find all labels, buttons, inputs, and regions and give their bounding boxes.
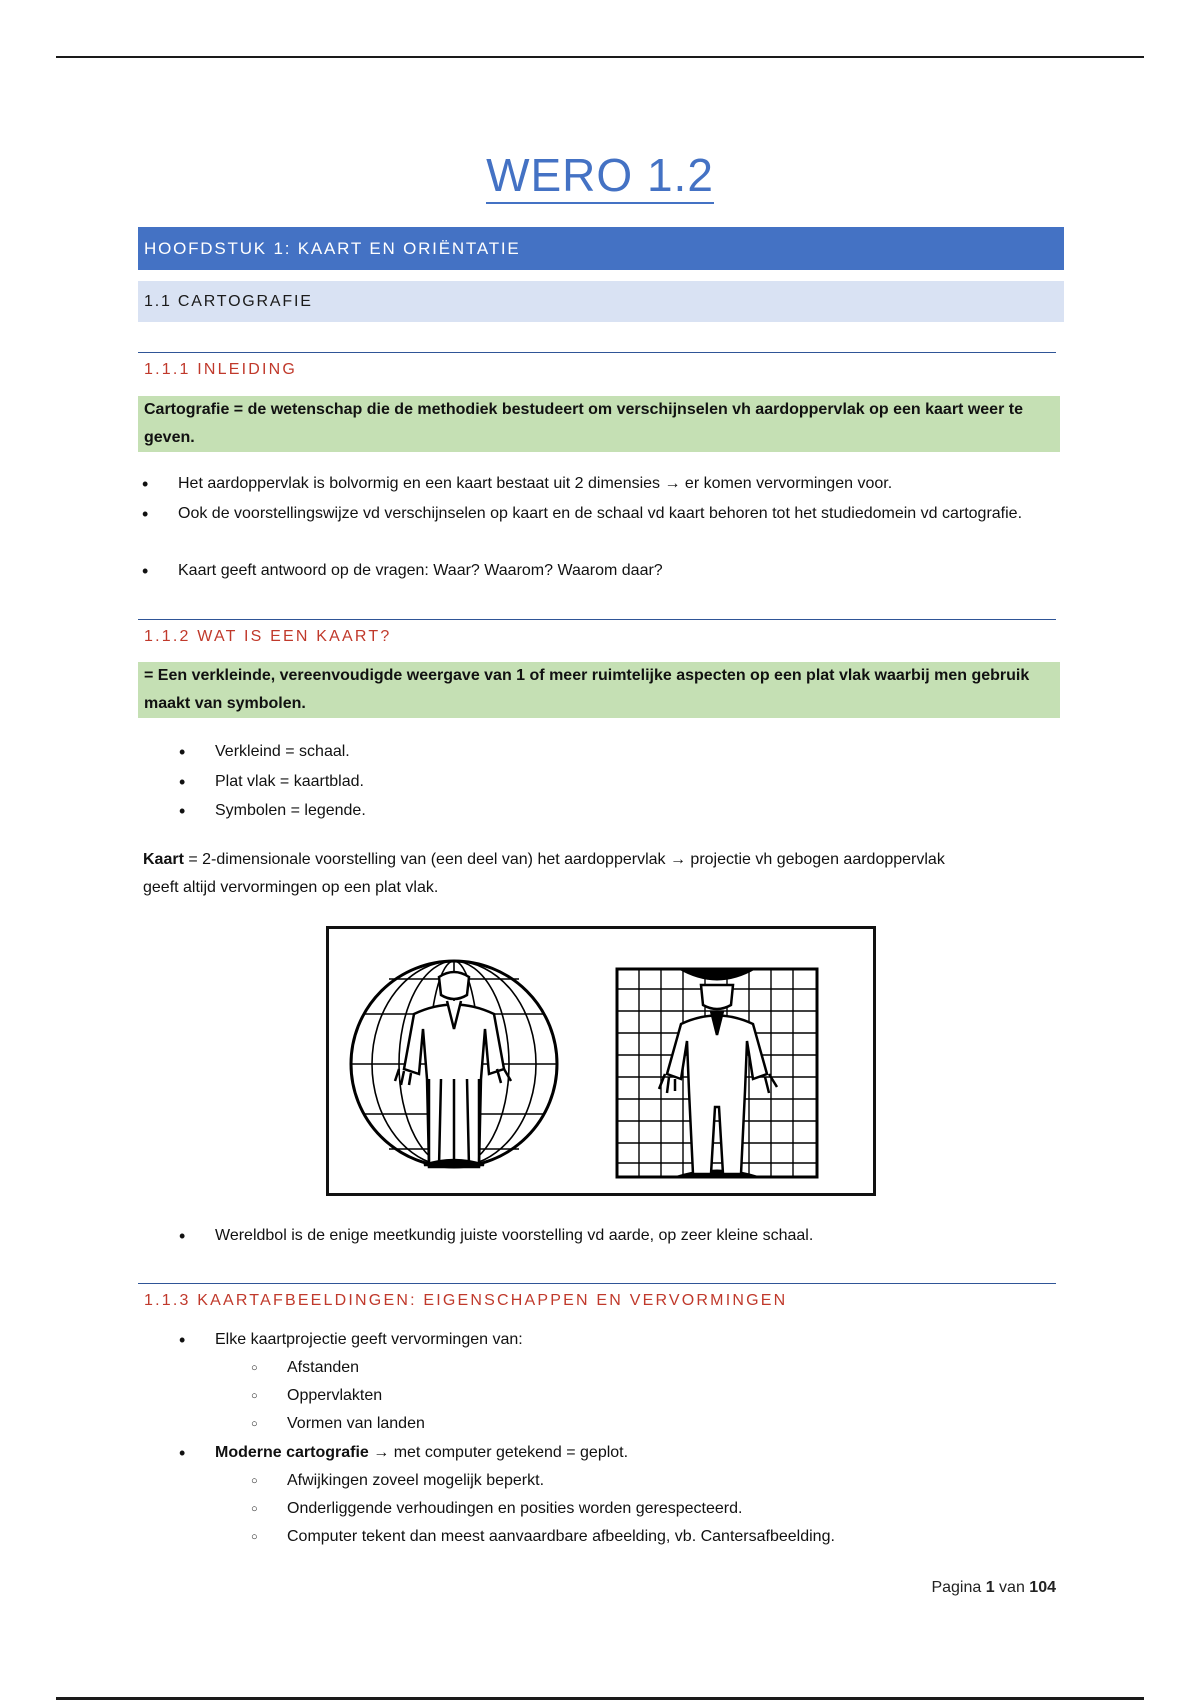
projection-figure bbox=[326, 926, 876, 1196]
kaart-term: Kaart bbox=[143, 851, 184, 868]
sub-list-item: ○ Afwijkingen zoveel mogelijk beperkt. bbox=[287, 1467, 544, 1495]
moderne-cartografie-term: Moderne cartografie bbox=[215, 1444, 369, 1461]
kaart-paragraph: Kaart = 2-dimensionale voorstelling van (een deel van) het aardoppervlak → projectie vh gebogen aardoppervlak geeft altijd vervormingen op een plat vlak. bbox=[143, 851, 945, 896]
list-item: • Kaart geeft antwoord op de vragen: Waar? Waarom? Waarom daar? bbox=[178, 557, 1058, 585]
sub-list-item: ○ Onderliggende verhoudingen en posities worden gerespecteerd. bbox=[287, 1495, 742, 1523]
page-title: WERO 1.2 bbox=[0, 148, 1200, 202]
page-number: Pagina 1 van 104 bbox=[931, 1579, 1056, 1596]
subsection-heading-inleiding: 1.1.1 INLEIDING bbox=[138, 352, 1056, 386]
flat-map-figure bbox=[617, 969, 817, 1177]
list-item: • Verkleind = schaal. bbox=[215, 738, 350, 766]
list-item: • Symbolen = legende. bbox=[215, 797, 366, 825]
sub-list-item: ○ Oppervlakten bbox=[287, 1382, 382, 1410]
chapter-heading: HOOFDSTUK 1: KAART EN ORIËNTATIE bbox=[138, 227, 1064, 270]
subsection-heading-wat-is-een-kaart: 1.1.2 WAT IS EEN KAART? bbox=[138, 619, 1056, 653]
projection-illustration bbox=[329, 929, 873, 1193]
list-item: • Ook de voorstellingswijze vd verschijnselen op kaart en de schaal vd kaart behoren tot het studiedomein vd cartografie. bbox=[178, 500, 1058, 528]
section-heading: 1.1 CARTOGRAFIE bbox=[138, 281, 1064, 322]
list-item: • Het aardoppervlak is bolvormig en een kaart bestaat uit 2 dimensies → er komen vervormingen voor. bbox=[178, 470, 1058, 498]
definition-kaart: = Een verkleinde, vereenvoudigde weergave van 1 of meer ruimtelijke aspecten op een plat vlak waarbij men gebruik maakt van symbolen. bbox=[138, 662, 1060, 718]
top-rule bbox=[56, 56, 1144, 58]
sub-list-item: ○ Computer tekent dan meest aanvaardbare afbeelding, vb. Cantersafbeelding. bbox=[287, 1523, 835, 1551]
list-item: • Elke kaartprojectie geeft vervormingen van: bbox=[215, 1326, 523, 1354]
list-item: • Wereldbol is de enige meetkundig juiste voorstelling vd aarde, op zeer kleine schaal. bbox=[215, 1222, 813, 1250]
list-item: • Moderne cartografie → met computer getekend = geplot. bbox=[215, 1439, 628, 1467]
globe-figure bbox=[351, 961, 557, 1167]
sub-list-item: ○ Vormen van landen bbox=[287, 1410, 425, 1438]
list-item: • Plat vlak = kaartblad. bbox=[215, 768, 364, 796]
sub-list-item: ○ Afstanden bbox=[287, 1354, 359, 1382]
definition-cartografie: Cartografie = de wetenschap die de methodiek bestudeert om verschijnselen vh aardoppervlak op een kaart weer te geven. bbox=[138, 396, 1060, 452]
subsection-heading-kaartafbeeldingen: 1.1.3 KAARTAFBEELDINGEN: EIGENSCHAPPEN EN VERVORMINGEN bbox=[138, 1283, 1056, 1317]
